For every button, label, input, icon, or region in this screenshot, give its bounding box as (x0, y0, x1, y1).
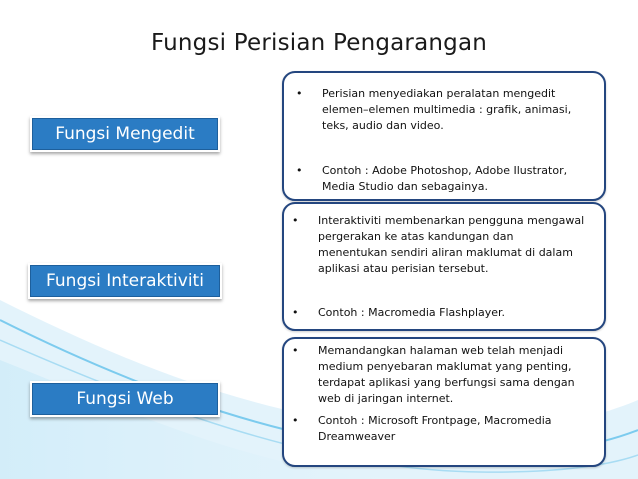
box-web-text: medium penyebaran maklumat yang penting, (318, 360, 572, 373)
bullet-icon: • (292, 214, 299, 227)
label-fungsi-web: Fungsi Web (30, 381, 220, 417)
box-web-text: Contoh : Microsoft Frontpage, Macromedia (318, 414, 552, 427)
box-interaktiviti (282, 202, 606, 331)
box-web-text: Memandangkan halaman web telah menjadi (318, 344, 564, 357)
box-mengedit-text: Contoh : Adobe Photoshop, Adobe Ilustrator, (322, 164, 568, 177)
box-interaktiviti-text: menentukan sendiri aliran maklumat di dalam (318, 246, 573, 259)
page-title: Fungsi Perisian Pengarangan (150, 30, 488, 56)
box-mengedit-text: Media Studio dan sebagainya. (322, 180, 488, 193)
box-web-text: terdapat aplikasi yang berfungsi sama dengan (318, 376, 575, 389)
label-fungsi-interaktiviti: Fungsi Interaktiviti (28, 263, 222, 299)
bullet-icon: • (292, 414, 299, 427)
bullet-icon: • (292, 306, 299, 319)
box-interaktiviti-text: Contoh : Macromedia Flashplayer. (318, 306, 506, 319)
box-mengedit-text: Perisian menyediakan peralatan mengedit (322, 87, 556, 100)
box-interaktiviti-text: pergerakan ke atas kandungan dan (318, 230, 514, 243)
box-web-text: Dreamweaver (318, 430, 396, 443)
box-interaktiviti-text: aplikasi atau perisian tersebut. (318, 262, 489, 275)
box-mengedit-text: teks, audio dan video. (322, 119, 444, 132)
label-fungsi-mengedit: Fungsi Mengedit (30, 116, 220, 152)
bullet-icon: • (296, 164, 303, 177)
box-interaktiviti-text: Interaktiviti membenarkan pengguna mengawal (318, 214, 585, 227)
box-mengedit-text: elemen–elemen multimedia : grafik, animasi, (322, 103, 572, 116)
bullet-icon: • (296, 87, 303, 100)
bullet-icon: • (292, 344, 299, 357)
box-web-text: web di jaringan internet. (318, 392, 454, 405)
box-mengedit (282, 71, 606, 201)
box-web (282, 337, 606, 467)
